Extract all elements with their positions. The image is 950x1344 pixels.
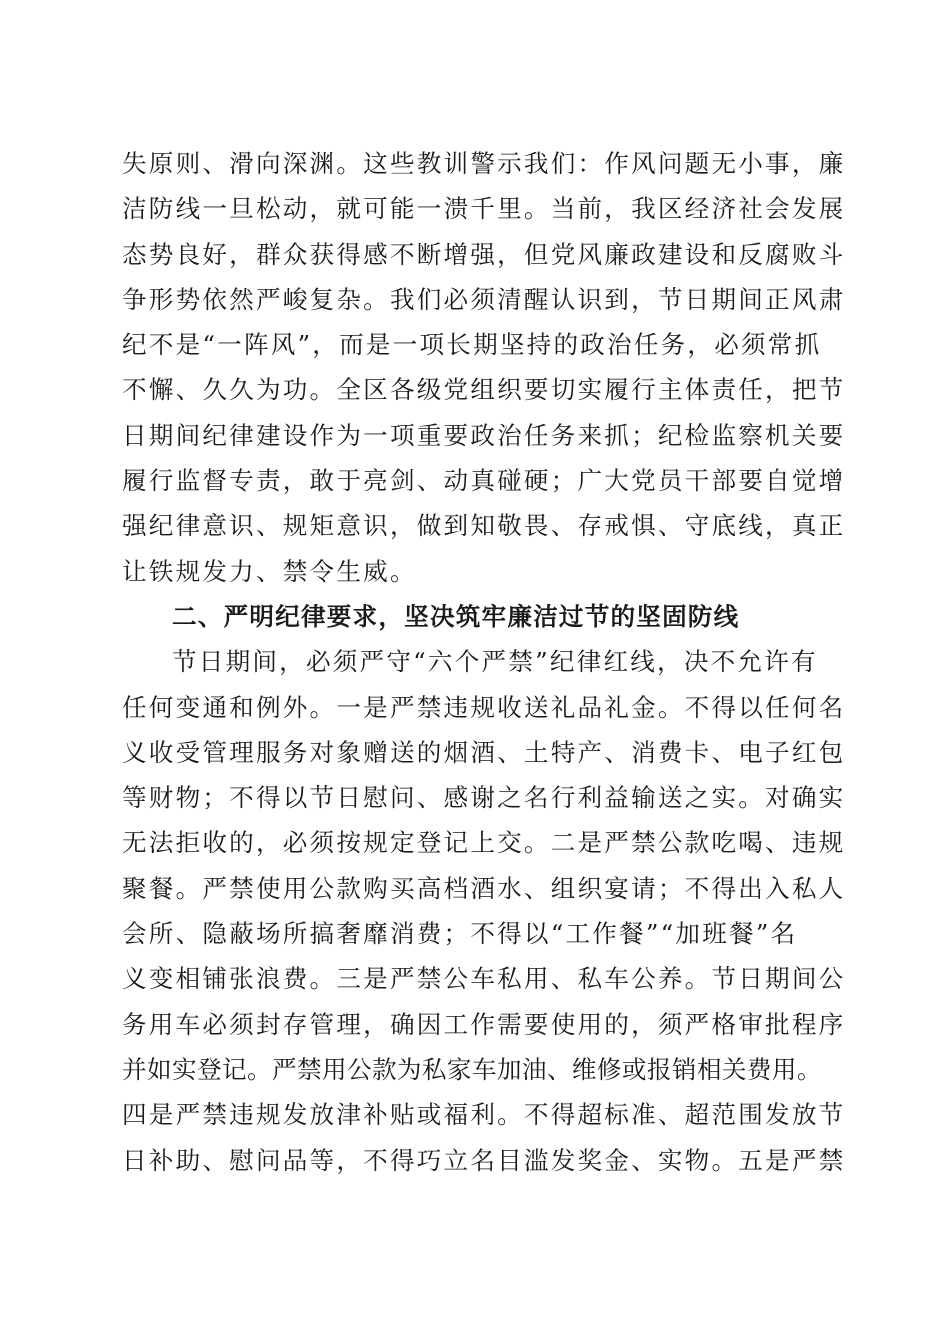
text-line: 聚餐。严禁使用公款购买高档酒水、组织宴请；不得出入私人 — [122, 873, 846, 903]
text-line: 不懈、久久为功。全区各级党组织要切实履行主体责任，把节 — [122, 375, 846, 405]
section-heading: 二、严明纪律要求，坚决筑牢廉洁过节的坚固防线 — [172, 601, 740, 631]
text-line: 四是严禁违规发放津补贴或福利。不得超标准、超范围发放节 — [122, 1100, 846, 1130]
text-line: 务用车必须封存管理，确因工作需要使用的，须严格审批程序 — [122, 1009, 846, 1039]
text-line: 并如实登记。严禁用公款为私家车加油、维修或报销相关费用。 — [122, 1054, 822, 1084]
text-line: 等财物；不得以节日慰问、感谢之名行利益输送之实。对确实 — [122, 783, 846, 813]
text-line: 会所、隐蔽场所搞奢靡消费；不得以“工作餐”“加班餐”名 — [122, 919, 798, 949]
text-line: 让铁规发力、禁令生威。 — [122, 556, 417, 586]
text-line: 义变相铺张浪费。三是严禁公车私用、私车公养。节日期间公 — [122, 964, 846, 994]
text-line: 纪不是“一阵风”，而是一项长期坚持的政治任务，必须常抓 — [122, 330, 822, 360]
text-line: 履行监督专责，敢于亮剑、动真碰硬；广大党员干部要自觉增 — [122, 466, 846, 496]
text-line: 失原则、滑向深渊。这些教训警示我们：作风问题无小事，廉 — [122, 149, 846, 178]
text-line: 义收受管理服务对象赠送的烟酒、土特产、消费卡、电子红包 — [122, 737, 846, 767]
text-line: 态势良好，群众获得感不断增强，但党风廉政建设和反腐败斗 — [122, 239, 846, 269]
paragraph-first-line: 节日期间，必须严守“六个严禁”纪律红线，决不允许有 — [172, 647, 818, 677]
text-line: 日期间纪律建设作为一项重要政治任务来抓；纪检监察机关要 — [122, 420, 846, 450]
text-line: 无法拒收的，必须按规定登记上交。二是严禁公款吃喝、违规 — [122, 828, 846, 858]
text-line: 争形势依然严峻复杂。我们必须清醒认识到，节日期间正风肃 — [122, 284, 846, 314]
text-line: 日补助、慰问品等，不得巧立名目滥发奖金、实物。五是严禁 — [122, 1145, 846, 1175]
text-line: 强纪律意识、规矩意识，做到知敬畏、存戒惧、守底线，真正 — [122, 511, 846, 541]
text-line: 任何变通和例外。一是严禁违规收送礼品礼金。不得以任何名 — [122, 692, 846, 722]
text-line: 洁防线一旦松动，就可能一溃千里。当前，我区经济社会发展 — [122, 194, 846, 224]
body-text — [122, 141, 846, 1183]
